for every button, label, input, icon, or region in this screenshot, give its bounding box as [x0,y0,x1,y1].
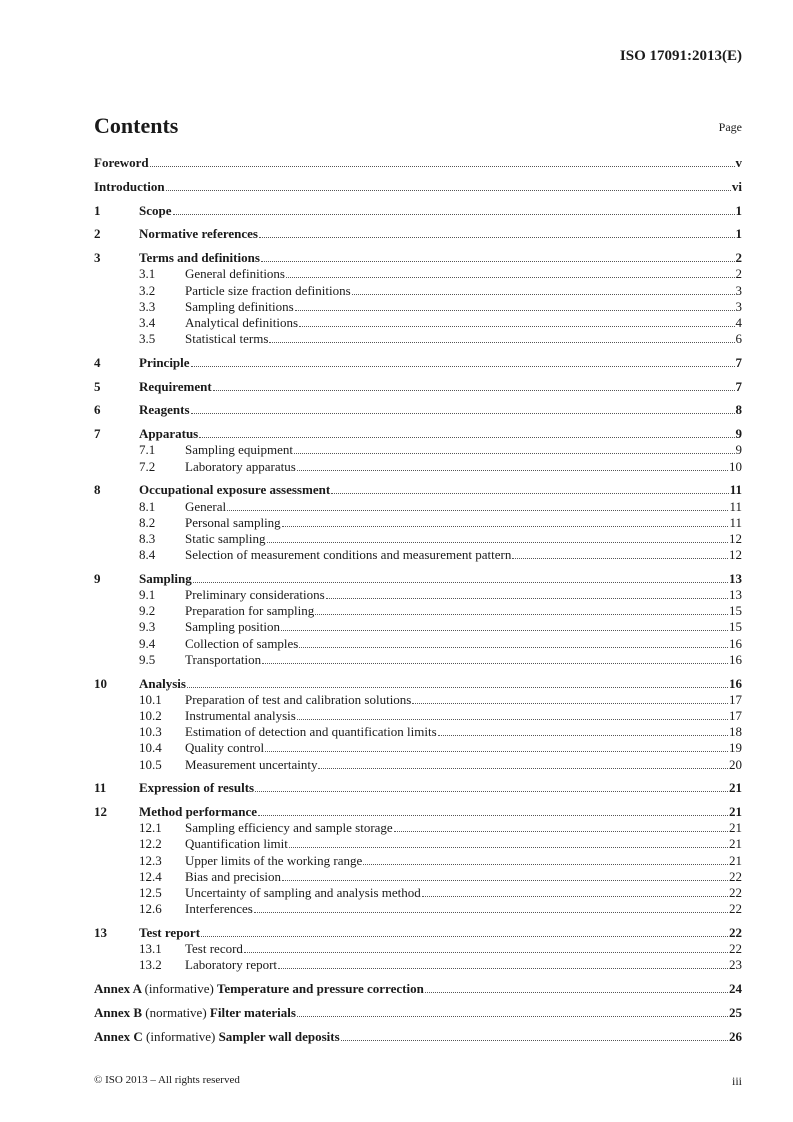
toc-entry[interactable] [94,820,742,836]
entry-title: Bias and precision [185,868,282,884]
dot-leader [294,453,735,454]
page-ref: 10 [729,458,742,474]
page-ref: 21 [729,852,742,868]
toc-entry[interactable] [94,804,742,820]
section-number: 3.5 [139,331,156,347]
entry-title: Method performance [139,804,258,820]
toc-entry[interactable] [94,315,742,331]
entry-title: Apparatus [139,426,199,442]
page-ref: 11 [729,514,742,530]
page-ref: 22 [729,901,742,917]
toc-entry[interactable] [94,957,742,973]
entry-title: Analysis [139,675,186,691]
toc-entry[interactable] [94,571,742,587]
page-ref: 15 [729,619,742,635]
entry-title: Requirement [139,378,212,394]
toc-entry[interactable] [94,981,742,997]
page-ref: 23 [729,957,742,973]
dot-leader [299,326,734,327]
dot-leader [213,390,735,391]
entry-title: Normative references [139,226,258,242]
entry-title: Preparation for sampling [185,603,315,619]
page-ref: 19 [729,740,742,756]
page-ref: 16 [729,651,742,667]
page-ref: 20 [729,756,742,772]
dot-leader [199,437,734,438]
section-number: 9.2 [139,603,156,619]
page-ref: 18 [729,724,742,740]
entry-title: Collection of samples [185,635,299,651]
entry-title: Transportation [185,651,262,667]
section-number: 12.3 [139,852,162,868]
section-number: 12.2 [139,836,162,852]
dot-leader [227,510,728,511]
section-number: 9.3 [139,619,156,635]
entry-title: Quality control [185,740,265,756]
dot-leader [341,1040,728,1041]
section-number: 7.1 [139,442,156,458]
toc-entry[interactable] [94,757,742,773]
toc-entry[interactable] [94,676,742,692]
toc-entry[interactable] [94,587,742,603]
page-column-label: Page [718,120,742,134]
toc-entry[interactable] [94,402,742,418]
page-ref: 9 [735,426,742,442]
page-ref: 2 [735,266,742,282]
page-ref: 3 [735,282,742,298]
toc-entry[interactable] [94,941,742,957]
page-ref: 1 [735,202,742,218]
dot-leader [187,687,728,688]
dot-leader [269,342,734,343]
dot-leader [259,237,735,238]
dot-leader [166,190,731,191]
entry-title: Measurement uncertainty [185,756,318,772]
annex-label: Annex B [94,1004,143,1020]
entry-title: Reagents [139,402,190,418]
page-ref: 21 [729,820,742,836]
annex-status: (informative) [144,981,214,997]
document-id: ISO 17091:2013(E) [619,48,742,64]
toc-entry[interactable] [94,299,742,315]
page-ref: 22 [729,925,742,940]
section-number: 13.2 [139,957,162,973]
toc-entry[interactable] [94,619,742,635]
entry-title: Principle [139,354,190,370]
toc-entry[interactable] [94,853,742,869]
entry-title: Personal sampling [185,514,281,530]
toc-entry[interactable] [94,250,742,266]
dot-leader [254,912,728,913]
dot-leader [255,791,728,792]
toc-entry[interactable] [94,155,742,171]
dot-leader [318,768,728,769]
section-number: 9 [94,570,101,586]
entry-title: Analytical definitions [185,314,299,330]
entry-title: Statistical terms [185,331,269,347]
entry-title: Selection of measurement conditions and measurement pattern [185,547,512,563]
section-number: 5 [94,378,101,394]
entry-title: Foreword [94,155,149,170]
section-number: 4 [94,354,101,370]
dot-leader [278,968,728,969]
toc-entry[interactable] [94,547,742,563]
section-number: 9.1 [139,587,156,603]
page-ref: 6 [735,331,742,347]
toc-entry[interactable] [94,692,742,708]
section-number: 8.2 [139,514,156,530]
page-title: Contents [94,113,179,138]
entry-title: Sampling efficiency and sample storage [185,820,393,836]
annex-title: Sampler wall deposits [218,1028,340,1044]
entry-title: Quantification limit [185,836,288,852]
toc-entry[interactable] [94,442,742,458]
entry-title: Sampling position [185,619,280,635]
annex-title: Temperature and pressure correction [216,981,424,997]
toc-entry[interactable] [94,1005,742,1021]
section-number: 12.4 [139,868,162,884]
toc-entry[interactable] [94,179,742,195]
copyright-notice: © ISO 2013 – All rights reserved [94,1074,240,1086]
page-ref: 22 [729,885,742,901]
table-of-contents [94,155,742,1045]
page-ref: 15 [729,603,742,619]
section-number: 8.1 [139,498,156,514]
dot-leader [281,630,728,631]
section-number: 12.1 [139,820,162,836]
toc-entry[interactable] [94,226,742,242]
page-ref: v [735,155,742,170]
dot-leader [394,831,728,832]
page-ref: 7 [735,378,742,394]
annex-label: Annex A [94,981,142,997]
page-ref: 13 [729,570,742,586]
entry-title: Uncertainty of sampling and analysis method [185,885,421,901]
toc-entry[interactable] [94,885,742,901]
entry-title: Laboratory apparatus [185,458,296,474]
page-ref: 1 [735,226,742,242]
entry-title: Test record [185,941,243,957]
page-ref: 22 [729,868,742,884]
dot-leader [352,294,735,295]
dot-leader [282,526,729,527]
section-number: 3.2 [139,282,156,298]
entry-title [94,981,424,997]
dot-leader [297,1016,728,1017]
toc-entry[interactable] [94,901,742,917]
toc-entry[interactable] [94,531,742,547]
toc-entry[interactable] [94,266,742,282]
page-ref: 11 [729,482,742,498]
dot-leader [193,582,728,583]
section-number: 2 [94,226,101,242]
toc-entry[interactable] [94,652,742,668]
page-ref: 21 [729,836,742,852]
dot-leader [267,542,728,543]
section-number: 3.1 [139,266,156,282]
page-ref: 24 [729,981,742,997]
page-ref: 11 [729,498,742,514]
dot-leader [363,864,728,865]
page-ref: vi [731,178,742,194]
page-ref: 17 [729,691,742,707]
toc-entry[interactable] [94,836,742,852]
dot-leader [315,614,728,615]
page-ref: 13 [729,587,742,603]
page-ref: 3 [735,298,742,314]
section-number: 10.4 [139,740,162,756]
toc-entry[interactable] [94,780,742,796]
toc-entry[interactable] [94,459,742,475]
section-number: 3.3 [139,298,156,314]
dot-leader [422,896,728,897]
dot-leader [326,598,728,599]
section-number: 13 [94,925,107,940]
section-number: 8 [94,482,101,498]
page-ref: 16 [729,635,742,651]
toc-entry[interactable] [94,426,742,442]
entry-title: Instrumental analysis [185,707,296,723]
entry-title: Sampling [139,570,192,586]
dot-leader [282,880,728,881]
entry-title [94,1005,296,1021]
page-ref: 8 [735,402,742,418]
entry-title: Sampling equipment [185,442,293,458]
page-ref: 22 [729,941,742,957]
page-ref: 21 [729,780,742,796]
section-number: 12.6 [139,901,162,917]
page-ref: 25 [729,1004,742,1020]
page-ref: 9 [735,442,742,458]
page-ref: 4 [735,314,742,330]
dot-leader [191,413,735,414]
page-ref: 2 [735,250,742,266]
section-number: 10.5 [139,756,162,772]
toc-entry[interactable] [94,636,742,652]
section-number: 3 [94,250,101,266]
toc-entry[interactable] [94,869,742,885]
dot-leader [150,166,735,167]
page-ref: 7 [735,354,742,370]
toc-entry[interactable] [94,355,742,371]
entry-title: Particle size fraction definitions [185,282,351,298]
section-number: 10.2 [139,707,162,723]
dot-leader [438,735,728,736]
section-number: 3.4 [139,314,156,330]
section-number: 1 [94,202,101,218]
dot-leader [258,815,728,816]
entry-title: Introduction [94,178,165,194]
annex-status: (informative) [146,1028,216,1044]
entry-title: Occupational exposure assessment [139,482,331,498]
dot-leader [331,493,729,494]
dot-leader [201,936,728,937]
section-number: 8.3 [139,530,156,546]
toc-entry[interactable] [94,283,742,299]
dot-leader [512,558,728,559]
section-number: 11 [94,780,107,796]
annex-title: Filter materials [209,1004,296,1020]
entry-title: General definitions [185,266,285,282]
entry-title: Sampling definitions [185,298,294,314]
dot-leader [173,214,735,215]
toc-entry[interactable] [94,740,742,756]
dot-leader [297,719,728,720]
dot-leader [412,703,728,704]
entry-title: Interferences [185,901,253,917]
entry-title: Preparation of test and calibration solutions [185,691,412,707]
section-number: 6 [94,402,101,418]
annex-status: (normative) [145,1004,207,1020]
entry-title: General [185,498,227,514]
entry-title: Estimation of detection and quantification limits [185,724,437,740]
page-ref: 17 [729,707,742,723]
section-number: 12 [94,804,107,820]
dot-leader [261,261,735,262]
page-ref: 16 [729,675,742,691]
section-number: 9.4 [139,635,156,651]
toc-entry[interactable] [94,331,742,347]
page-ref: 12 [729,547,742,563]
toc-entry[interactable] [94,708,742,724]
page-ref: 12 [729,530,742,546]
toc-entry[interactable] [94,515,742,531]
dot-leader [262,663,728,664]
entry-title: Expression of results [139,780,255,796]
annex-label: Annex C [94,1028,143,1044]
entry-title [94,1029,340,1045]
toc-entry[interactable] [94,724,742,740]
dot-leader [297,470,728,471]
toc-entry[interactable] [94,499,742,515]
page-ref: 21 [729,804,742,820]
section-number: 13.1 [139,941,162,957]
section-number: 10 [94,675,107,691]
section-number: 10.1 [139,691,162,707]
toc-entry[interactable] [94,482,742,498]
dot-leader [295,310,735,311]
dot-leader [286,277,735,278]
entry-title: Static sampling [185,530,266,546]
entry-title: Scope [139,202,172,218]
toc-entry[interactable] [94,603,742,619]
toc-entry[interactable] [94,203,742,219]
entry-title: Preliminary considerations [185,587,325,603]
section-number: 7 [94,426,101,442]
section-number: 9.5 [139,651,156,667]
dot-leader [289,847,728,848]
entry-title: Laboratory report [185,957,278,973]
entry-title: Upper limits of the working range [185,852,363,868]
section-number: 8.4 [139,547,156,563]
toc-entry[interactable] [94,925,742,941]
section-number: 7.2 [139,458,156,474]
dot-leader [299,647,728,648]
page-ref: 26 [729,1028,742,1044]
toc-entry[interactable] [94,379,742,395]
section-number: 12.5 [139,885,162,901]
dot-leader [191,366,735,367]
entry-title: Test report [139,925,201,940]
section-number: 10.3 [139,724,162,740]
page-number: iii [731,1074,742,1088]
toc-entry[interactable] [94,1029,742,1045]
dot-leader [425,992,728,993]
dot-leader [265,751,728,752]
dot-leader [244,952,728,953]
entry-title: Terms and definitions [139,250,260,266]
